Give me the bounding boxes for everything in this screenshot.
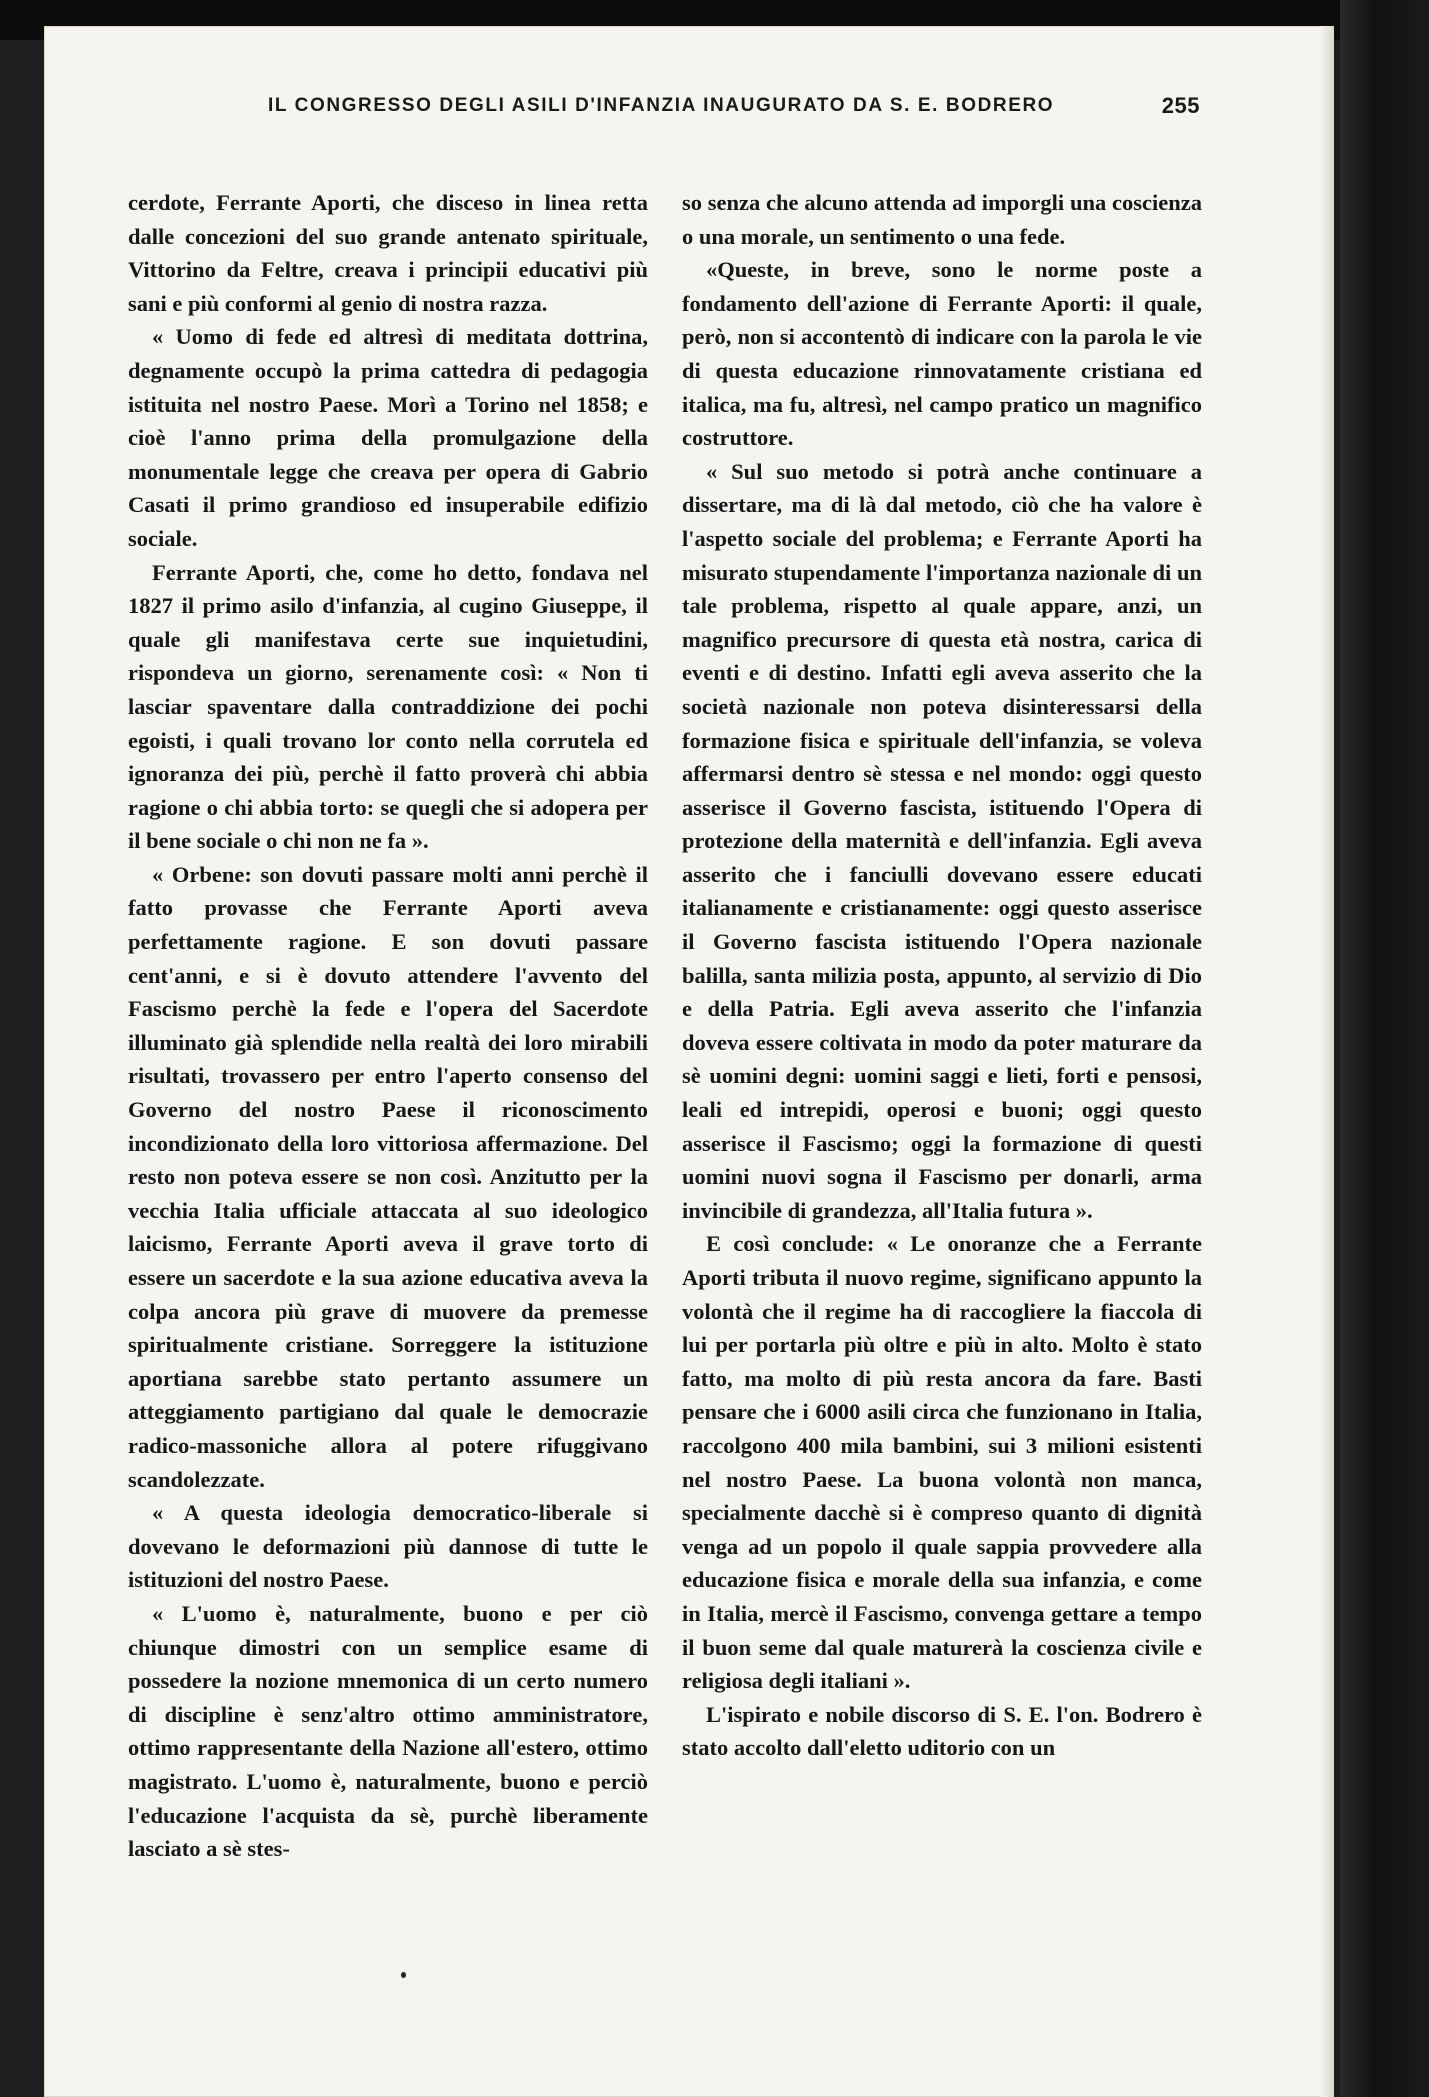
- paragraph: « L'uomo è, naturalmente, buono e per ciò chiunque dimostri con un semplice esame di possedere la nozione mnemonica di un certo numero di discipline è senz'altro ottimo amministratore, ottimo rappresentante della Nazione all'estero, ottimo magistrato. L'uomo è, naturalmente, buono e perciò l'educazione l'acquista da sè, purchè liberamente lasciato a sè stes-: [128, 1600, 648, 1862]
- paragraph: L'ispirato e nobile discorso di S. E. l'on. Bodrero è stato accolto dall'eletto uditorio con un: [682, 1701, 1202, 1761]
- paragraph: cerdote, Ferrante Aporti, che disceso in linea retta dalle concezioni del suo grande antenato spirituale, Vittorino da Feltre, creava i principii educativi più sani e più conformi al genio di nostra razza.: [128, 190, 648, 316]
- left-column: [128, 186, 648, 1866]
- paragraph: « Orbene: son dovuti passare molti anni perchè il fatto provasse che Ferrante Aporti aveva perfettamente ragione. E son dovuti passare cent'anni, e si è dovuto attendere l'avvento del Fascismo perchè la fede e l'opera del Sacerdote illuminato già splendide nella realtà dei loro mirabili risultati, trovassero per entro l'aperto consenso del Governo del nostro Paese il riconoscimento incondizionato della loro vittoriosa affermazione. Del resto non poteva essere se non così. Anzitutto per la vecchia Italia ufficiale attaccata al suo ideologico laicismo, Ferrante Aporti aveva il grave torto di essere un sacerdote e la sua azione educativa aveva la colpa ancora più grave di muovere da premesse spiritualmente cristiane. Sorreggere la istituzione aportiana sarebbe stato pertanto assumere un atteggiamento partigiano dal quale le democrazie radico-massoniche allora al potere rifuggivano scandolezzate.: [128, 861, 648, 1492]
- ink-speck: [401, 1972, 406, 1978]
- paragraph: «Queste, in breve, sono le norme poste a fondamento dell'azione di Ferrante Aporti: il quale, però, non si accontentò di indicare con la parola le vie di questa educazione rinnovatamente cristiana ed italica, ma fu, altresì, nel campo pratico un magnifico costruttore.: [682, 257, 1202, 451]
- paragraph: « A questa ideologia democratico-liberale si dovevano le deformazioni più dannose di tutte le istituzioni del nostro Paese.: [128, 1500, 648, 1593]
- right-column: [682, 186, 1202, 1765]
- paragraph: Ferrante Aporti, che, come ho detto, fondava nel 1827 il primo asilo d'infanzia, al cugino Giuseppe, il quale gli manifestava certe sue inquietudini, rispondeva un giorno, serenamente così: « Non ti lasciar spaventare dalla contraddizione dei pochi egoisti, i quali trovano lor conto nella corrutela ed ignoranza dei più, perchè il fatto proverà chi abbia ragione o chi abbia torto: se quegli che si adopera per il bene sociale o chi non ne fa ».: [128, 559, 648, 854]
- paragraph: « Uomo di fede ed altresì di meditata dottrina, degnamente occupò la prima cattedra di pedagogia istituita nel nostro Paese. Morì a Torino nel 1858; e cioè l'anno prima della promulgazione della monumentale legge che creava per opera di Gabrio Casati il primo grandioso ed insuperabile edifizio sociale.: [128, 324, 648, 551]
- page-number: 255: [1161, 93, 1200, 118]
- paragraph: so senza che alcuno attenda ad imporgli una coscienza o una morale, un sentimento o una fede.: [682, 190, 1202, 249]
- scan-dark-border-right: [1340, 0, 1429, 2097]
- paragraph: E così conclude: « Le onoranze che a Ferrante Aporti tributa il nuovo regime, significano appunto la volontà che il regime ha di raccogliere la fiaccola di lui per portarla più oltre e più in alto. Molto è stato fatto, ma molto di più resta ancora da fare. Basti pensare che i 6000 asili circa che funzionano in Italia, raccolgono 400 mila bambini, sui 3 milioni esistenti nel nostro Paese. La buona volontà non manca, specialmente dacchè si è compreso quanto di dignità venga ad un popolo il quale sappia provvedere alla educazione fisica e morale della sua infanzia, e come in Italia, mercè il Fascismo, convenga gettare a tempo il buon seme dal quale maturerà la coscienza civile e religiosa degli italiani ».: [682, 1231, 1202, 1694]
- page-header: [180, 88, 1200, 124]
- paragraph: « Sul suo metodo si potrà anche continuare a dissertare, ma di là dal metodo, ciò che ha valore è l'aspetto sociale del problema; e Ferrante Aporti ha misurato stupendamente l'importanza nazionale di un tale problema, rispetto al quale appare, anzi, un magnifico precursore di questa età nostra, carica di eventi e di destino. Infatti egli aveva asserito che la società nazionale non poteva disinteressarsi della formazione fisica e spirituale dell'infanzia, se voleva affermarsi dentro sè stessa e nel mondo: oggi questo asserisce il Governo fascista, istituendo l'Opera di protezione della maternità e dell'infanzia. Egli aveva asserito che i fanciulli dovevano essere educati italianamente e cristianamente: oggi questo asserisce il Governo fascista istituendo l'Opera nazionale balilla, santa milizia posta, appunto, al servizio di Dio e della Patria. Egli aveva asserito che l'infanzia doveva essere coltivata in modo da poter maturare da sè uomini degni: uomini saggi e lieti, forti e pensosi, leali ed intrepidi, operosi e buoni; oggi questo asserisce il Fascismo; oggi la formazione di questi uomini nuovi sogna il Fascismo per donarli, arma invincibile di grandezza, all'Italia futura ».: [682, 458, 1202, 1223]
- running-title: IL CONGRESSO DEGLI ASILI D'INFANZIA INAUGURATO DA S. E. BODRERO: [268, 95, 1055, 116]
